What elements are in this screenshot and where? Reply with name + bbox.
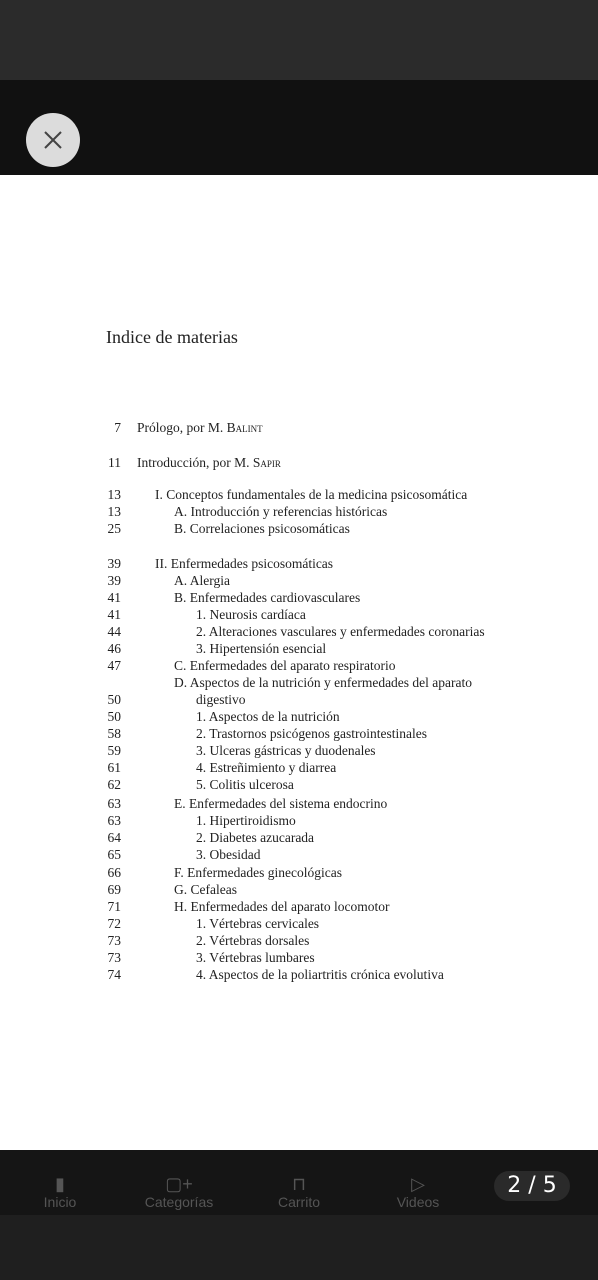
toc-page-number: 73 — [107, 950, 121, 965]
toc-entry-text: II. Enfermedades psicosomáticas — [155, 556, 334, 571]
toc-entry — [155, 555, 333, 572]
app-top-bar — [0, 0, 598, 80]
nav-item-categorias[interactable] — [134, 1174, 224, 1210]
toc-page-number: 63 — [107, 796, 121, 811]
toc-entry-text: 1. Vértebras cervicales — [196, 916, 320, 931]
toc-entry-text: 1. Aspectos de la nutrición — [196, 709, 340, 724]
toc-entry-text: 4. Aspectos de la poliartritis crónica evolutiva — [196, 967, 444, 982]
video-icon: ▷ — [411, 1174, 425, 1194]
toc-entry — [196, 949, 315, 966]
toc-entry-text: Prólogo, por M. — [137, 420, 227, 435]
cart-icon: ⊓ — [291, 1174, 307, 1194]
toc-entry-text: 4. Estreñimiento y diarrea — [196, 760, 337, 775]
toc-entry — [137, 419, 263, 436]
toc-page-number: 71 — [107, 899, 121, 914]
toc-entry — [174, 864, 342, 881]
toc-entry — [174, 898, 390, 915]
toc-entry — [174, 572, 230, 589]
toc-entry-text: C. Enfermedades del aparato respiratorio — [174, 658, 396, 673]
toc-entry-text: 2. Vértebras dorsales — [196, 933, 310, 948]
toc-entry — [196, 725, 427, 742]
toc-entry-text: digestivo — [196, 692, 246, 707]
nav-label: Carrito — [277, 1194, 320, 1210]
toc-entry — [174, 795, 387, 812]
toc-entry — [196, 708, 340, 725]
toc-page-number: 41 — [107, 590, 121, 605]
toc-page-number: 58 — [107, 726, 121, 741]
toc-entry — [196, 966, 444, 983]
nav-label: Inicio — [43, 1194, 77, 1210]
toc-entry — [196, 606, 306, 623]
toc-entry-text: I. Conceptos fundamentales de la medicina psicosomática — [155, 487, 468, 502]
toc-author-name: Balint — [226, 420, 263, 435]
toc-page-number: 50 — [107, 692, 121, 707]
toc-entry-text: 3. Vértebras lumbares — [196, 950, 315, 965]
toc-entry-text: Introducción, por M. — [137, 455, 253, 470]
toc-entry — [137, 454, 281, 471]
toc-page-number: 66 — [107, 865, 121, 880]
toc-entry-text: 3. Ulceras gástricas y duodenales — [196, 743, 376, 758]
toc-entry — [196, 932, 309, 949]
toc-entry — [174, 589, 360, 606]
toc-entry — [174, 520, 350, 537]
home-icon: ▮ — [55, 1174, 65, 1194]
toc-entry — [155, 486, 467, 503]
close-button[interactable] — [26, 113, 80, 167]
toc-page-number: 61 — [107, 760, 121, 775]
toc-entry-text: 3. Hipertensión esencial — [196, 641, 327, 656]
toc-entry-text: 5. Colitis ulcerosa — [196, 777, 294, 792]
toc-entry — [196, 846, 261, 863]
toc-page-number: 46 — [107, 641, 121, 656]
app-header-dimmed — [0, 80, 598, 175]
toc-entry — [174, 503, 387, 520]
toc-page-number: 64 — [107, 830, 121, 845]
toc-entry — [196, 829, 314, 846]
toc-page-number: 59 — [107, 743, 121, 758]
toc-entry-text: 2. Alteraciones vasculares y enfermedades coronarias — [196, 624, 485, 639]
toc-entry-text: A. Introducción y referencias históricas — [174, 504, 388, 519]
toc-entry-text: B. Correlaciones psicosomáticas — [174, 521, 350, 536]
toc-page-number: 39 — [107, 556, 121, 571]
toc-page-number: 50 — [107, 709, 121, 724]
toc-page-number: 13 — [107, 487, 121, 502]
toc-entry-text: 2. Diabetes azucarada — [196, 830, 315, 845]
toc-page-number: 39 — [107, 573, 121, 588]
table-of-contents — [0, 175, 598, 1150]
toc-entry — [196, 691, 246, 708]
document-title: Indice de materias — [106, 327, 238, 347]
categories-icon: ▢+ — [165, 1174, 193, 1194]
toc-entry-text: D. Aspectos de la nutrición y enfermedades del aparato — [174, 675, 473, 690]
toc-entry-text: 3. Obesidad — [196, 847, 261, 862]
toc-page-number: 47 — [107, 658, 121, 673]
toc-entry-text: 1. Neurosis cardíaca — [196, 607, 306, 622]
system-bottom-area — [0, 1215, 598, 1280]
toc-page-number: 72 — [107, 916, 121, 931]
nav-label: Categorías — [144, 1194, 214, 1210]
toc-entry — [196, 623, 485, 640]
toc-entry — [174, 881, 237, 898]
nav-item-videos[interactable] — [373, 1174, 463, 1210]
toc-entry-text: B. Enfermedades cardiovasculares — [174, 590, 361, 605]
toc-page-number: 63 — [107, 813, 121, 828]
toc-entry-text: H. Enfermedades del aparato locomotor — [174, 899, 390, 914]
toc-page-number: 44 — [107, 624, 121, 639]
toc-entry-text: G. Cefaleas — [174, 882, 237, 897]
close-icon — [42, 129, 64, 151]
page-counter: 2 / 5 — [494, 1171, 570, 1201]
toc-entry-text: E. Enfermedades del sistema endocrino — [174, 796, 388, 811]
toc-page-number: 69 — [107, 882, 121, 897]
toc-entry — [196, 776, 294, 793]
toc-page-number: 62 — [107, 777, 121, 792]
toc-entry — [174, 657, 396, 674]
toc-entry — [196, 640, 326, 657]
toc-entry — [196, 915, 319, 932]
toc-author-name: Sapir — [252, 455, 281, 470]
toc-entry — [196, 759, 336, 776]
nav-label: Videos — [396, 1194, 440, 1210]
toc-page-number: 25 — [107, 521, 121, 536]
nav-item-inicio[interactable] — [15, 1174, 105, 1210]
toc-page-number: 11 — [108, 455, 121, 470]
toc-page-number: 74 — [107, 967, 121, 982]
document-page — [0, 175, 598, 1150]
nav-item-carrito[interactable] — [254, 1174, 344, 1210]
toc-entry-text: A. Alergia — [174, 573, 230, 588]
toc-page-number: 65 — [107, 847, 121, 862]
toc-entry-text: 2. Trastornos psicógenos gastrointestinales — [196, 726, 427, 741]
toc-page-number: 7 — [114, 420, 121, 435]
toc-entry-text: F. Enfermedades ginecológicas — [174, 865, 342, 880]
toc-page-number: 13 — [107, 504, 121, 519]
toc-entry-text: 1. Hipertiroidismo — [196, 813, 296, 828]
toc-entry — [196, 742, 376, 759]
toc-page-number: 41 — [107, 607, 121, 622]
toc-entry — [196, 812, 296, 829]
toc-page-number: 73 — [107, 933, 121, 948]
toc-entry — [174, 674, 472, 691]
